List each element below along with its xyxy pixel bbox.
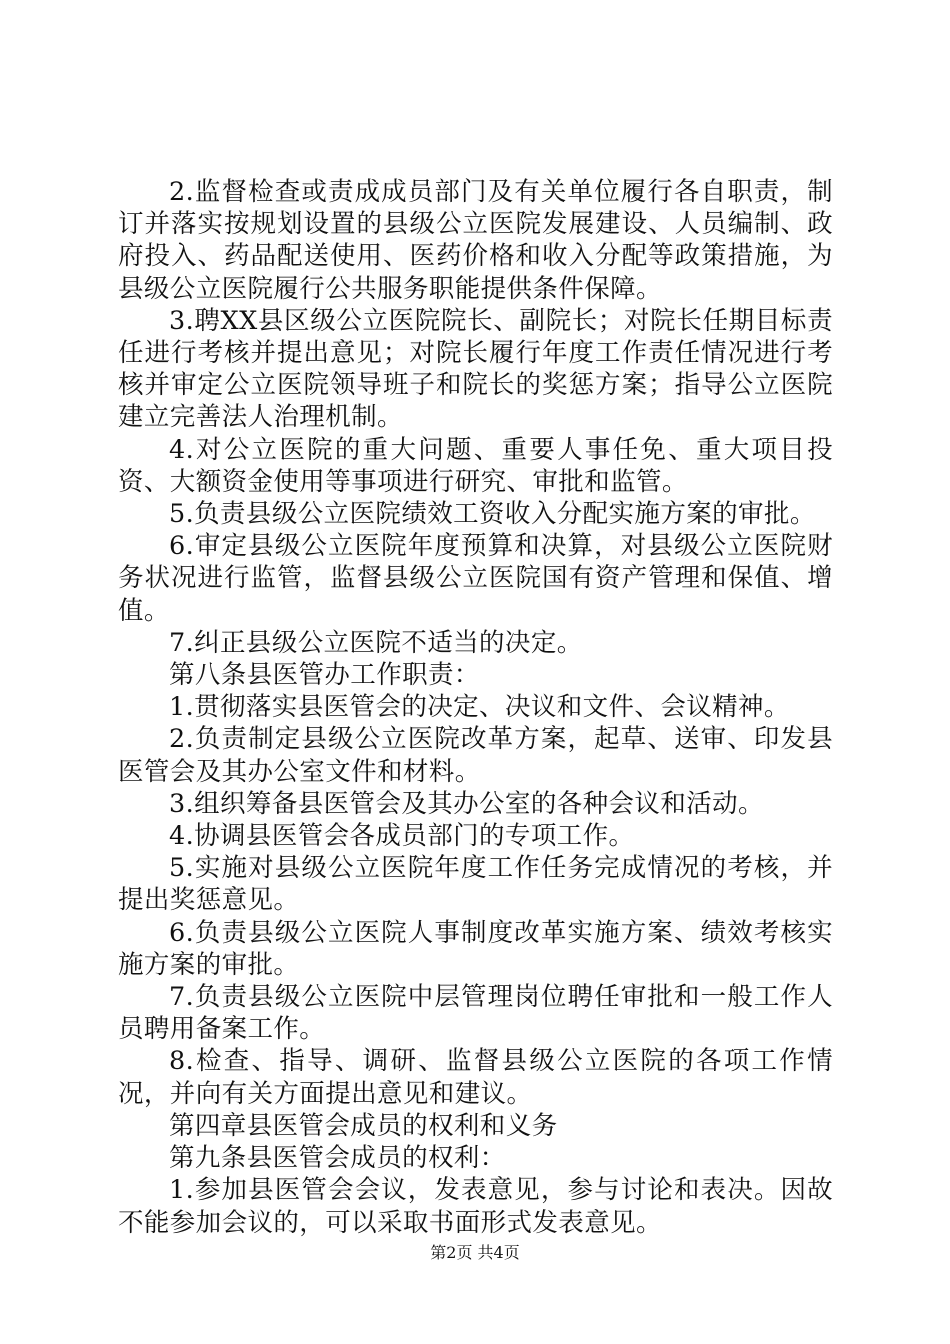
paragraph-6: 7.纠正县级公立医院不适当的决定。 [169,627,583,658]
paragraph-15: 1.参加县医管会会议，发表意见，参与讨论和表决。因故不能参加会议的，可以采取书面形式发表意见。 [118,1175,833,1238]
chapter-heading-4: 第四章县医管会成员的权利和义务 [169,1110,558,1141]
paragraph-14: 8.检查、指导、调研、监督县级公立医院的各项工作情况，并向有关方面提出意见和建议。 [118,1046,833,1109]
paragraph-10: 4.协调县医管会各成员部门的专项工作。 [169,821,635,852]
paragraph-9: 3.组织筹备县医管会及其办公室的各种会议和活动。 [169,788,764,819]
paragraph-5: 6.审定县级公立医院年度预算和决算，对县级公立医院财务状况进行监管，监督县级公立医院国有资产管理和保值、增值。 [118,531,833,626]
paragraph-7: 1.贯彻落实县医管会的决定、决议和文件、会议精神。 [169,692,790,723]
paragraph-11: 5.实施对县级公立医院年度工作任务完成情况的考核，并提出奖惩意见。 [118,853,833,916]
section-heading-article-8: 第八条县医管办工作职责： [169,660,480,691]
paragraph-4: 5.负责县级公立医院绩效工资收入分配实施方案的审批。 [169,499,816,530]
document-body [118,176,833,1239]
page-number-label: 第2页 共4页 [430,1243,520,1262]
section-heading-article-9: 第九条县医管会成员的权利： [169,1143,506,1174]
page-footer [0,1243,950,1263]
paragraph-8: 2.负责制定县级公立医院改革方案，起草、送审、印发县医管会及其办公室文件和材料。 [118,724,833,787]
paragraph-1: 2.监督检查或责成成员部门及有关单位履行各自职责，制订并落实按规划设置的县级公立医院发展建设、人员编制、政府投入、药品配送使用、医药价格和收入分配等政策措施，为县级公立医院履行公共服务职能提供条件保障。 [118,177,833,304]
paragraph-12: 6.负责县级公立医院人事制度改革实施方案、绩效考核实施方案的审批。 [118,917,833,980]
paragraph-13: 7.负责县级公立医院中层管理岗位聘任审批和一般工作人员聘用备案工作。 [118,982,833,1045]
paragraph-2: 3.聘XX县区级公立医院院长、副院长；对院长任期目标责任进行考核并提出意见；对院长履行年度工作责任情况进行考核并审定公立医院领导班子和院长的奖惩方案；指导公立医院建立完善法人治理机制。 [118,305,833,433]
paragraph-3: 4.对公立医院的重大问题、重要人事任免、重大项目投资、大额资金使用等事项进行研究、审批和监管。 [118,434,833,497]
